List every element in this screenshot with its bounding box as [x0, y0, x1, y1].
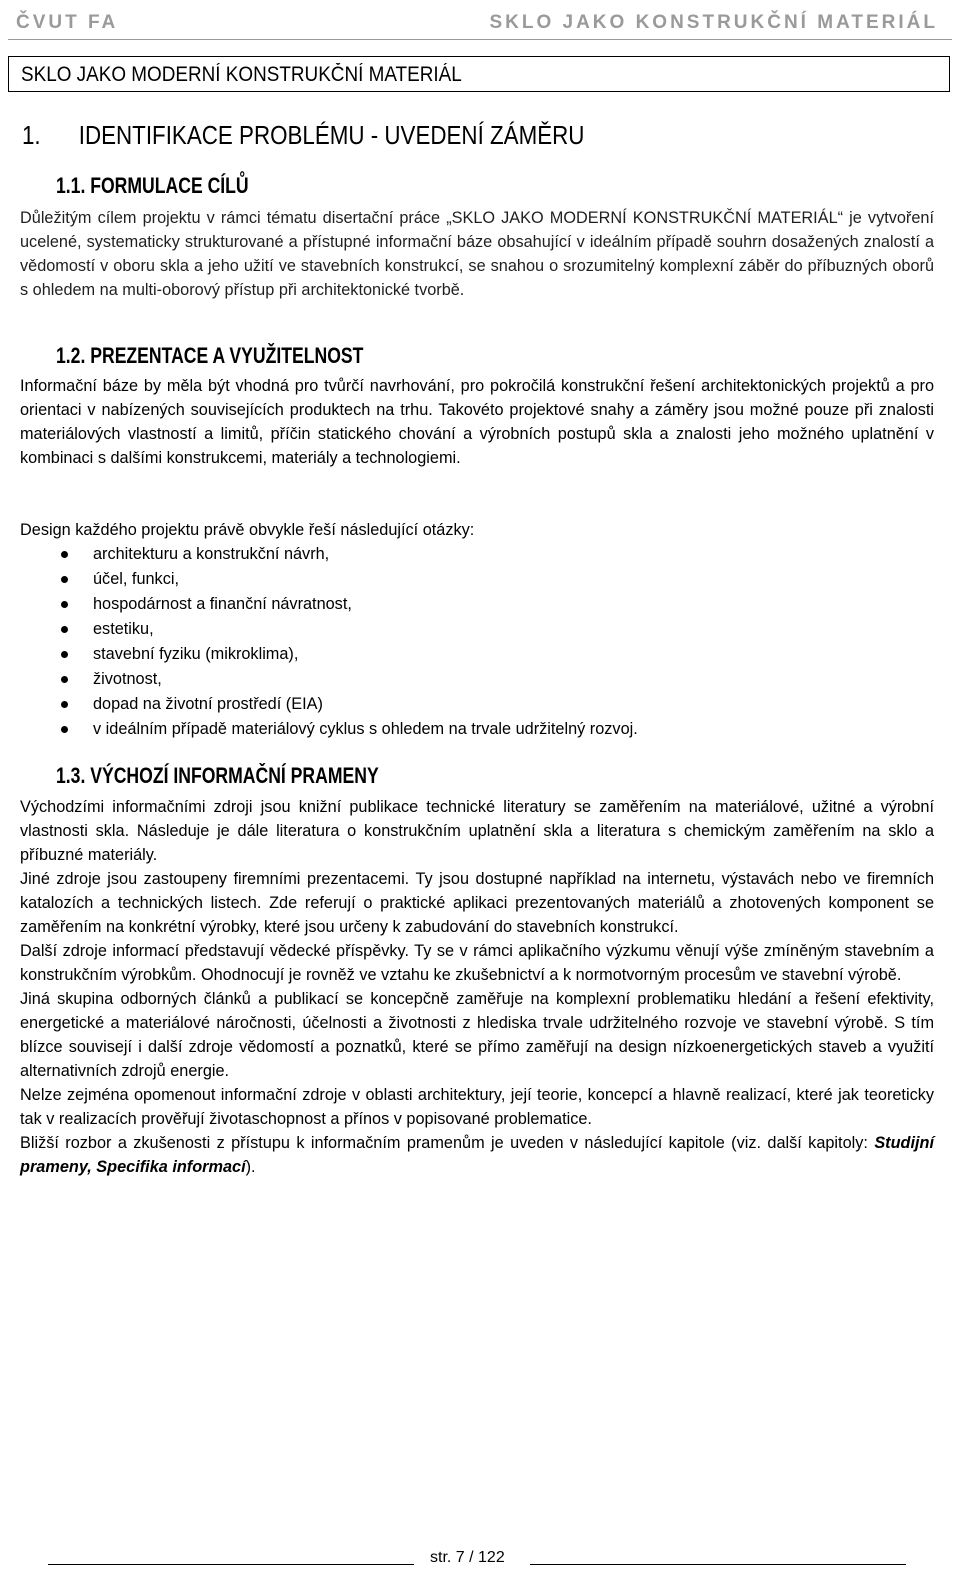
sources-paragraph-sustainability: Jiná skupina odborných článků a publikací se koncepčně zaměřuje na komplexní problematiku hledání a řešení efektivity, energetické a materiálové náročnosti, účelnosti a životnosti z hlediska trvale udržitelného rozvoje ve stavební výrobě. S tím blízce souvisejí i další zdroje vědomostí a poznatků, které se přímo zaměřují na design nízkoenergetických staveb a využití alternativních zdrojů energie. [20, 990, 934, 1080]
list-item: životnost, [20, 667, 638, 692]
design-questions-intro: Design každého projektu právě obvykle řeší následující otázky: [20, 521, 475, 539]
list-item: dopad na životní prostředí (EIA) [20, 692, 638, 717]
footer-rule-left [48, 1564, 414, 1565]
document-title: SKLO JAKO MODERNÍ KONSTRUKČNÍ MATERIÁL [21, 63, 462, 86]
section-1-number: 1. [22, 120, 41, 150]
sources-paragraph-books: Východzími informačními zdroji jsou knižní publikace technické literatury se zaměřením na materiálové, užitné a výrobní vlastnosti skla. Následuje je dále literatura o konstrukčním uplatnění skla a literatura s chemickým zaměřením na sklo a příbuzné materiály. [20, 798, 934, 864]
subsection-1-2-heading: 1.2. PREZENTACE A VYUŽITELNOST [56, 343, 364, 368]
list-item: účel, funkci, [20, 567, 638, 592]
analysis-text-suffix: ). [245, 1158, 256, 1176]
footer-rule-right [530, 1564, 906, 1565]
design-questions-list [20, 542, 638, 742]
page-number: str. 7 / 122 [430, 1549, 505, 1566]
analysis-text-prefix: Bližší rozbor a zkušenosti z přístupu k informačním pramenům je uveden v následující kapitole (viz. další kapitoly: [20, 1134, 875, 1152]
header-right: SKLO JAKO KONSTRUKČNÍ MATERIÁL [489, 12, 938, 33]
header-rule [8, 39, 952, 40]
section-1-heading [22, 120, 584, 151]
subsection-1-1-paragraph: Důležitým cílem projektu v rámci tématu disertační práce „SKLO JAKO MODERNÍ KONSTRUKČNÍ MATERIÁL“ je vytvoření ucelené, systematicky strukturované a přístupné informační báze obsahující v ideálním případě souhrn dosažených znalostí a vědomostí v oboru skla a jeho užití ve stavebních konstrukcí, se snahou o srozumitelný komplexní záběr do příbuzných oborů s ohledem na multi-oborový přístup při architektonické tvorbě. [20, 209, 934, 299]
list-item: estetiku, [20, 617, 638, 642]
sources-paragraph-analysis [20, 1131, 934, 1179]
list-item: v ideálním případě materiálový cyklus s ohledem na trvale udržitelný rozvoj. [20, 717, 638, 742]
list-item: architekturu a konstrukční návrh, [20, 542, 638, 567]
sources-paragraph-science: Další zdroje informací představují vědecké příspěvky. Ty se v rámci aplikačního výzkumu věnují výše zmíněným stavebním a konstrukčním výrobkům. Ohodnocují je rovněž ve vztahu ke zkušebnictví a k normotvorným procesům ve stavební výrobě. [20, 942, 934, 984]
subsection-1-2-paragraph: Informační báze by měla být vhodná pro tvůrčí navrhování, pro pokročilá konstrukční řešení architektonických projektů a pro orientaci v nabízených souvisejících produktech na trhu. Takovéto projektové snahy a záměry jsou možné pouze při znalosti materiálových vlastností a limitů, příčin statického chování a výrobních postupů skla a znalosti jeho možného uplatnění v kombinaci s dalšími konstrukcemi, materiály a technologiemi. [20, 377, 934, 467]
header-left: ČVUT FA [16, 12, 119, 33]
list-item: stavební fyziku (mikroklima), [20, 642, 638, 667]
chapter-reference: Studijní prameny, Specifika informací [20, 1134, 934, 1176]
subsection-1-3-heading: 1.3. VÝCHOZÍ INFORMAČNÍ PRAMENY [56, 763, 379, 788]
subsection-1-1-heading: 1.1. FORMULACE CÍLŮ [56, 173, 249, 198]
sources-paragraph-architecture: Nelze zejména opomenout informační zdroje v oblasti architektury, její teorie, koncepcí a hlavně realizací, které jak teoreticky tak v realizacích prověřují životaschopnost a přínos v popisované problematice. [20, 1086, 934, 1128]
sources-paragraph-companies: Jiné zdroje jsou zastoupeny firemními prezentacemi. Ty jsou dostupné například na internetu, výstavách nebo ve firemních katalozích a technických listech. Zde referují o praktické aplikaci prezentovaných materiálů a zhotovených komponent se zaměřením na konkrétní výrobky, které jsou určeny k zabudování do stavebních konstrukcí. [20, 870, 934, 936]
list-item: hospodárnost a finanční návratnost, [20, 592, 638, 617]
subsection-1-3-body [20, 795, 934, 1179]
section-1-title: IDENTIFIKACE PROBLÉMU - UVEDENÍ ZÁMĚRU [78, 120, 585, 150]
document-title-box [8, 56, 950, 92]
